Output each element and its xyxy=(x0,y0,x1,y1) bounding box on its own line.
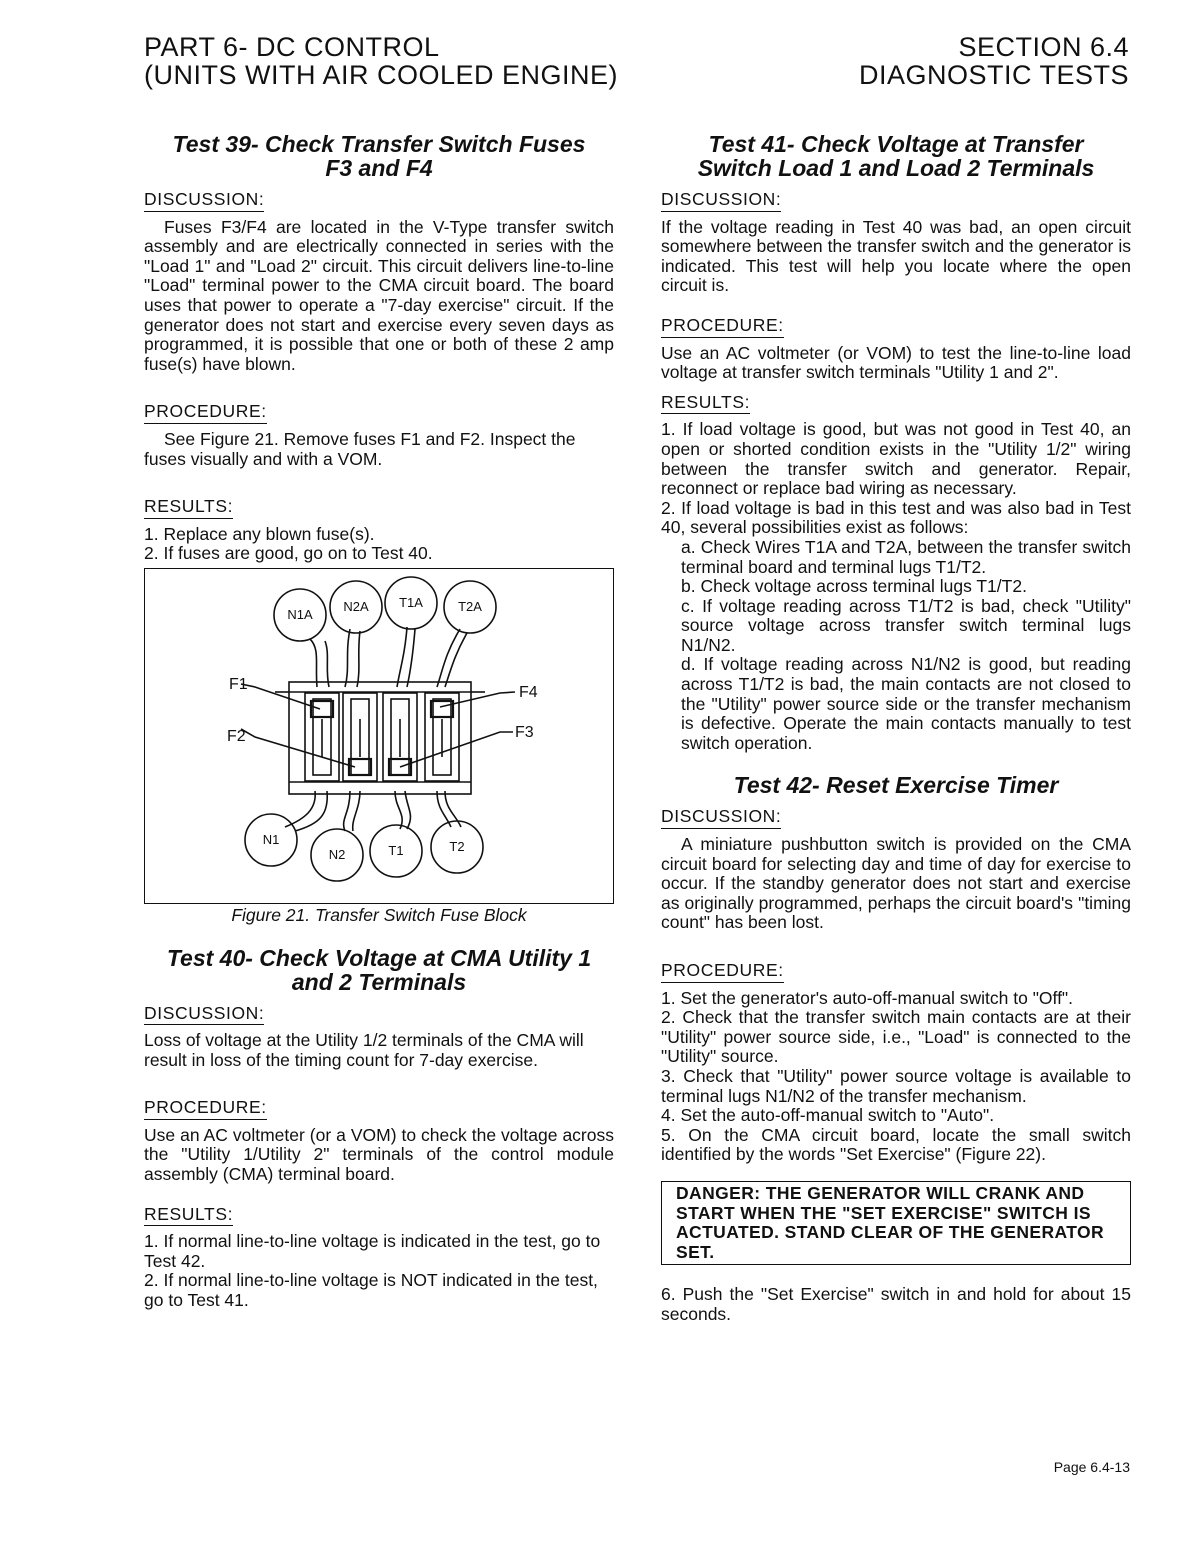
test41-title-line2: Switch Load 1 and Load 2 Terminals xyxy=(697,155,1095,181)
header-left xyxy=(144,33,618,89)
wire-n1-b xyxy=(295,791,327,831)
label-t1a: T1A xyxy=(399,594,423,610)
test41-result-2: 2. If load voltage is bad in this test and was also bad in Test 40, several possibilities exist as follows: xyxy=(661,497,1131,538)
label-f3: F3 xyxy=(515,723,534,741)
test41-result-2c: c. If voltage reading across T1/T2 is bad, check "Utility" source voltage across transfer switch terminal lugs N1/N2. xyxy=(681,595,1131,655)
test39-title xyxy=(144,132,614,180)
test39-result-2: 2. If fuses are good, go on to Test 40. xyxy=(144,543,433,564)
test40-procedure: Use an AC voltmeter (or a VOM) to check the voltage across the "Utility 1/Utility 2" terminals of the control module assembly (CMA) terminal board. xyxy=(144,1124,614,1185)
danger-box: DANGER: THE GENERATOR WILL CRANK AND START WHEN THE "SET EXERCISE" SWITCH IS ACTUATED. STAND CLEAR OF THE GENERATOR SET. xyxy=(661,1181,1131,1265)
test41-result-2b: b. Check voltage across terminal lugs T1/T2. xyxy=(681,576,1027,597)
f2-leader xyxy=(241,729,355,767)
test40-title-line1: Test 40- Check Voltage at CMA Utility 1 xyxy=(166,944,592,971)
wire-n2a xyxy=(345,629,350,687)
label-f2: F2 xyxy=(227,727,246,745)
test42-title: Test 42- Reset Exercise Timer xyxy=(733,772,1059,799)
label-n1a: N1A xyxy=(287,606,313,622)
test41-result-2a: a. Check Wires T1A and T2A, between the transfer switch terminal board and terminal lugs T1/T2. xyxy=(681,536,1131,577)
test41-procedure-label: PROCEDURE: xyxy=(661,316,784,338)
test41-title xyxy=(661,132,1131,180)
section-title: SECTION 6.4 xyxy=(958,32,1129,62)
label-t2a: T2A xyxy=(458,598,482,614)
wire-n1a xyxy=(310,639,317,687)
test42-step-1: 1. Set the generator's auto-off-manual switch to "Off". xyxy=(661,987,1074,1008)
label-n1: N1 xyxy=(262,831,280,847)
test39-discussion-label: DISCUSSION: xyxy=(144,190,264,212)
figure-21-caption: Figure 21. Transfer Switch Fuse Block xyxy=(231,904,527,925)
test41-title-line1: Test 41- Check Voltage at Transfer xyxy=(708,131,1084,157)
test39-discussion: Fuses F3/F4 are located in the V-Type transfer switch assembly and are electrically connected in series with the "Load 1" and "Load 2" circuit. This circuit delivers line-to-line "Load" terminal power to the CMA circuit board. The board uses that power to operate a "7-day exercise" circuit. If the generator does not start and exercise every seven days as programmed, it is possible that one or both of these 2 amp fuse(s) have blown. xyxy=(144,216,614,374)
test39-procedure: See Figure 21. Remove fuses F1 and F2. Inspect the fuses visually and with a VOM. xyxy=(144,428,576,469)
test41-results-label: RESULTS: xyxy=(661,393,750,415)
test41-procedure: Use an AC voltmeter (or VOM) to test the line-to-line load voltage at transfer switch terminals "Utility 1 and 2". xyxy=(661,342,1131,383)
label-f1: F1 xyxy=(229,675,248,693)
part-subtitle: (UNITS WITH AIR COOLED ENGINE) xyxy=(144,60,619,90)
test39-title-line1: Test 39- Check Transfer Switch Fuses xyxy=(172,131,586,157)
wire-t1a-b xyxy=(407,629,415,687)
wire-t2a-b xyxy=(445,633,467,687)
test41-discussion: If the voltage reading in Test 40 was bad, an open circuit somewhere between the transfer switch and the generator is indicated. This test will help you locate where the open circuit is. xyxy=(661,216,1131,296)
test39-title-line2: F3 and F4 xyxy=(325,155,433,181)
label-t1: T1 xyxy=(388,842,404,858)
wire-t1-b xyxy=(405,791,410,829)
wire-t1a xyxy=(397,627,407,687)
section-subtitle: DIAGNOSTIC TESTS xyxy=(858,60,1129,90)
test42-step-4: 4. Set the auto-off-manual switch to "Auto". xyxy=(661,1105,995,1126)
test42-discussion-label: DISCUSSION: xyxy=(661,807,781,829)
label-n2: N2 xyxy=(328,846,346,862)
page-number: Page 6.4-13 xyxy=(1053,1459,1130,1475)
test40-result-2: 2. If normal line-to-line voltage is NOT indicated in the test, go to Test 41. xyxy=(144,1270,598,1311)
test41-discussion-label: DISCUSSION: xyxy=(661,190,781,212)
wire-n2-b xyxy=(353,791,360,831)
test42-step-6: 6. Push the "Set Exercise" switch in and hold for about 15 seconds. xyxy=(661,1284,1131,1324)
test42-step-5: 5. On the CMA circuit board, locate the small switch identified by the words "Set Exercise" (Figure 22). xyxy=(661,1124,1131,1165)
test40-title-line2: and 2 Terminals xyxy=(291,968,467,995)
label-t2: T2 xyxy=(449,838,465,854)
header-right xyxy=(859,33,1129,89)
label-n2a: N2A xyxy=(343,598,369,614)
f1-leader xyxy=(241,684,320,709)
test40-discussion-label: DISCUSSION: xyxy=(144,1004,264,1026)
test42-step-3: 3. Check that "Utility" power source voltage is available to terminal lugs N1/N2 of the transfer mechanism. xyxy=(661,1065,1131,1106)
wire-n2a-b xyxy=(357,631,360,687)
wire-t1 xyxy=(395,791,402,829)
test42-procedure-label: PROCEDURE: xyxy=(661,961,784,983)
test41-result-2d: d. If voltage reading across N1/N2 is good, but reading across T1/T2 is bad, the main contacts are not closed to the "Utility" power source side or the transfer mechanism is defective. Operate the main contacts manually to test switch operation. xyxy=(681,654,1131,753)
test40-discussion: Loss of voltage at the Utility 1/2 terminals of the CMA will result in loss of the timing count for 7-day exercise. xyxy=(144,1030,584,1070)
test40-result-1: 1. If normal line-to-line voltage is indicated in the test, go to Test 42. xyxy=(144,1231,601,1271)
test42-step-2: 2. Check that the transfer switch main contacts are at their "Utility" power source side, i.e., "Load" is connected to the "Utility" source. xyxy=(661,1007,1131,1067)
left-column xyxy=(144,132,614,1311)
wire-n1a-b xyxy=(325,641,329,687)
test39-results-label: RESULTS: xyxy=(144,497,233,519)
figure-21 xyxy=(144,568,614,904)
test40-results-label: RESULTS: xyxy=(144,1205,233,1227)
test41-result-1: 1. If load voltage is good, but was not good in Test 40, an open or shorted condition exists in the "Utility 1/2" wiring between the transfer switch and generator. Repair, reconnect or replace bad wiring as necessary. xyxy=(661,419,1131,499)
right-column xyxy=(661,132,1131,1325)
test40-title xyxy=(144,946,614,994)
test39-procedure-label: PROCEDURE: xyxy=(144,402,267,424)
test42-discussion: A miniature pushbutton switch is provided on the CMA circuit board for selecting day and time of day for exercise to occur. If the standby generator does not start and exercise as originally programmed, perhaps the circuit board's "timing count" has been lost. xyxy=(661,834,1131,933)
fuse-block-diagram xyxy=(145,569,613,903)
label-f4: F4 xyxy=(519,683,538,701)
test40-procedure-label: PROCEDURE: xyxy=(144,1098,267,1120)
test39-result-1: 1. Replace any blown fuse(s). xyxy=(144,523,375,544)
wire-n2 xyxy=(344,791,350,831)
part-title: PART 6- DC CONTROL xyxy=(144,32,440,62)
